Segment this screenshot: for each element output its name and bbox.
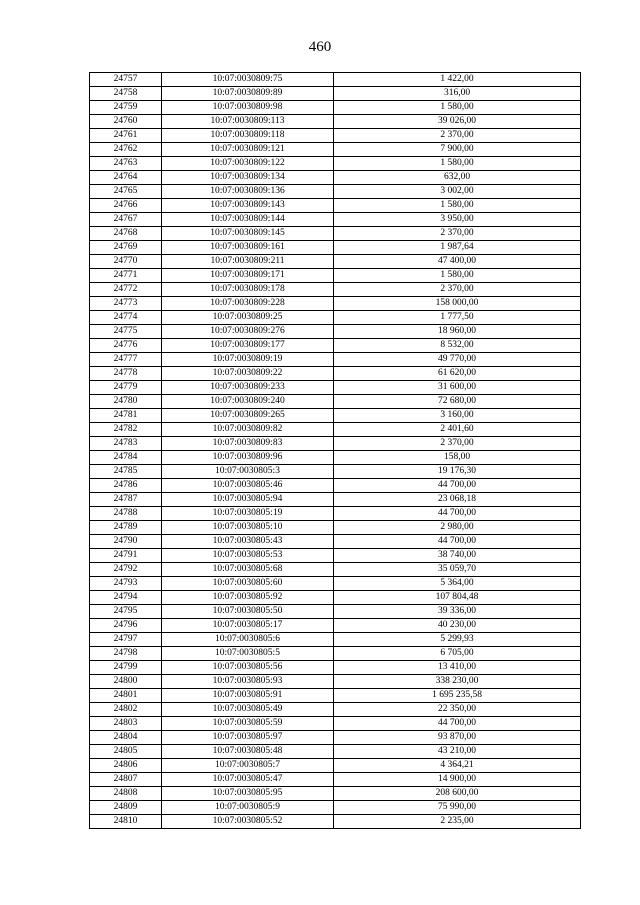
table-row bbox=[90, 269, 581, 283]
table-row bbox=[90, 465, 581, 479]
table-row bbox=[90, 759, 581, 773]
table-row bbox=[90, 143, 581, 157]
table-row bbox=[90, 619, 581, 633]
cadastral-number-cell: 10:07:0030809:276 bbox=[162, 325, 334, 339]
record-number-cell: 24808 bbox=[90, 787, 162, 801]
record-number-cell: 24772 bbox=[90, 283, 162, 297]
amount-cell: 22 350,00 bbox=[334, 703, 581, 717]
record-number-cell: 24798 bbox=[90, 647, 162, 661]
table-row bbox=[90, 633, 581, 647]
amount-cell: 5 364,00 bbox=[334, 577, 581, 591]
record-number-cell: 24757 bbox=[90, 73, 162, 87]
table-row bbox=[90, 73, 581, 87]
record-number-cell: 24794 bbox=[90, 591, 162, 605]
table-row bbox=[90, 563, 581, 577]
amount-cell: 49 770,00 bbox=[334, 353, 581, 367]
record-number-cell: 24775 bbox=[90, 325, 162, 339]
cadastral-number-cell: 10:07:0030809:143 bbox=[162, 199, 334, 213]
record-number-cell: 24766 bbox=[90, 199, 162, 213]
record-number-cell: 24807 bbox=[90, 773, 162, 787]
table-row bbox=[90, 283, 581, 297]
cadastral-number-cell: 10:07:0030805:50 bbox=[162, 605, 334, 619]
amount-cell: 44 700,00 bbox=[334, 479, 581, 493]
table-row bbox=[90, 325, 581, 339]
cadastral-number-cell: 10:07:0030805:93 bbox=[162, 675, 334, 689]
cadastral-number-cell: 10:07:0030805:17 bbox=[162, 619, 334, 633]
cadastral-number-cell: 10:07:0030809:121 bbox=[162, 143, 334, 157]
amount-cell: 44 700,00 bbox=[334, 507, 581, 521]
record-number-cell: 24791 bbox=[90, 549, 162, 563]
amount-cell: 1 695 235,58 bbox=[334, 689, 581, 703]
table-row bbox=[90, 87, 581, 101]
amount-cell: 47 400,00 bbox=[334, 255, 581, 269]
amount-cell: 5 299,93 bbox=[334, 633, 581, 647]
record-number-cell: 24763 bbox=[90, 157, 162, 171]
table-row bbox=[90, 381, 581, 395]
cadastral-number-cell: 10:07:0030809:118 bbox=[162, 129, 334, 143]
table-row bbox=[90, 227, 581, 241]
table-row bbox=[90, 717, 581, 731]
amount-cell: 4 364,21 bbox=[334, 759, 581, 773]
record-number-cell: 24777 bbox=[90, 353, 162, 367]
amount-cell: 7 900,00 bbox=[334, 143, 581, 157]
amount-cell: 61 620,00 bbox=[334, 367, 581, 381]
record-number-cell: 24762 bbox=[90, 143, 162, 157]
cadastral-number-cell: 10:07:0030805:3 bbox=[162, 465, 334, 479]
table-row bbox=[90, 647, 581, 661]
record-number-cell: 24760 bbox=[90, 115, 162, 129]
amount-cell: 14 900,00 bbox=[334, 773, 581, 787]
table-row bbox=[90, 339, 581, 353]
table-row bbox=[90, 745, 581, 759]
cadastral-number-cell: 10:07:0030805:92 bbox=[162, 591, 334, 605]
record-number-cell: 24783 bbox=[90, 437, 162, 451]
cadastral-number-cell: 10:07:0030809:265 bbox=[162, 409, 334, 423]
cadastral-number-cell: 10:07:0030809:89 bbox=[162, 87, 334, 101]
cadastral-number-cell: 10:07:0030809:228 bbox=[162, 297, 334, 311]
cadastral-number-cell: 10:07:0030805:6 bbox=[162, 633, 334, 647]
table-row bbox=[90, 255, 581, 269]
record-number-cell: 24804 bbox=[90, 731, 162, 745]
table-row bbox=[90, 703, 581, 717]
amount-cell: 1 580,00 bbox=[334, 199, 581, 213]
cadastral-number-cell: 10:07:0030809:240 bbox=[162, 395, 334, 409]
table-row bbox=[90, 591, 581, 605]
record-number-cell: 24774 bbox=[90, 311, 162, 325]
table-row bbox=[90, 605, 581, 619]
table-row bbox=[90, 507, 581, 521]
cadastral-number-cell: 10:07:0030809:177 bbox=[162, 339, 334, 353]
cadastral-number-cell: 10:07:0030809:161 bbox=[162, 241, 334, 255]
amount-cell: 2 980,00 bbox=[334, 521, 581, 535]
record-number-cell: 24802 bbox=[90, 703, 162, 717]
amount-cell: 43 210,00 bbox=[334, 745, 581, 759]
amount-cell: 1 580,00 bbox=[334, 101, 581, 115]
record-number-cell: 24790 bbox=[90, 535, 162, 549]
cadastral-number-cell: 10:07:0030805:9 bbox=[162, 801, 334, 815]
amount-cell: 2 235,00 bbox=[334, 815, 581, 829]
record-number-cell: 24771 bbox=[90, 269, 162, 283]
amount-cell: 8 532,00 bbox=[334, 339, 581, 353]
table-row bbox=[90, 521, 581, 535]
cadastral-number-cell: 10:07:0030805:19 bbox=[162, 507, 334, 521]
table-row bbox=[90, 675, 581, 689]
table-row bbox=[90, 773, 581, 787]
cadastral-number-cell: 10:07:0030805:47 bbox=[162, 773, 334, 787]
record-number-cell: 24773 bbox=[90, 297, 162, 311]
record-number-cell: 24758 bbox=[90, 87, 162, 101]
cadastral-number-cell: 10:07:0030809:22 bbox=[162, 367, 334, 381]
table-row bbox=[90, 535, 581, 549]
record-number-cell: 24795 bbox=[90, 605, 162, 619]
amount-cell: 3 950,00 bbox=[334, 213, 581, 227]
table-row bbox=[90, 213, 581, 227]
table-row bbox=[90, 395, 581, 409]
records-table bbox=[89, 72, 581, 829]
record-number-cell: 24770 bbox=[90, 255, 162, 269]
amount-cell: 1 422,00 bbox=[334, 73, 581, 87]
cadastral-number-cell: 10:07:0030809:75 bbox=[162, 73, 334, 87]
cadastral-number-cell: 10:07:0030809:178 bbox=[162, 283, 334, 297]
cadastral-number-cell: 10:07:0030809:19 bbox=[162, 353, 334, 367]
table-row bbox=[90, 689, 581, 703]
table-row bbox=[90, 297, 581, 311]
table-row bbox=[90, 199, 581, 213]
table-row bbox=[90, 549, 581, 563]
table-row bbox=[90, 353, 581, 367]
cadastral-number-cell: 10:07:0030805:56 bbox=[162, 661, 334, 675]
record-number-cell: 24768 bbox=[90, 227, 162, 241]
amount-cell: 93 870,00 bbox=[334, 731, 581, 745]
cadastral-number-cell: 10:07:0030805:53 bbox=[162, 549, 334, 563]
table-row bbox=[90, 731, 581, 745]
amount-cell: 158,00 bbox=[334, 451, 581, 465]
record-number-cell: 24765 bbox=[90, 185, 162, 199]
table-row bbox=[90, 367, 581, 381]
table-row bbox=[90, 787, 581, 801]
record-number-cell: 24792 bbox=[90, 563, 162, 577]
amount-cell: 75 990,00 bbox=[334, 801, 581, 815]
record-number-cell: 24776 bbox=[90, 339, 162, 353]
cadastral-number-cell: 10:07:0030809:113 bbox=[162, 115, 334, 129]
record-number-cell: 24796 bbox=[90, 619, 162, 633]
record-number-cell: 24779 bbox=[90, 381, 162, 395]
table-row bbox=[90, 493, 581, 507]
cadastral-number-cell: 10:07:0030809:136 bbox=[162, 185, 334, 199]
table-row bbox=[90, 451, 581, 465]
cadastral-number-cell: 10:07:0030809:134 bbox=[162, 171, 334, 185]
record-number-cell: 24784 bbox=[90, 451, 162, 465]
amount-cell: 158 000,00 bbox=[334, 297, 581, 311]
amount-cell: 1 777,50 bbox=[334, 311, 581, 325]
cadastral-number-cell: 10:07:0030805:95 bbox=[162, 787, 334, 801]
amount-cell: 338 230,00 bbox=[334, 675, 581, 689]
amount-cell: 2 370,00 bbox=[334, 283, 581, 297]
cadastral-number-cell: 10:07:0030809:145 bbox=[162, 227, 334, 241]
record-number-cell: 24810 bbox=[90, 815, 162, 829]
amount-cell: 35 059,70 bbox=[334, 563, 581, 577]
table-row bbox=[90, 311, 581, 325]
record-number-cell: 24803 bbox=[90, 717, 162, 731]
record-number-cell: 24788 bbox=[90, 507, 162, 521]
table-row bbox=[90, 801, 581, 815]
amount-cell: 2 401,60 bbox=[334, 423, 581, 437]
record-number-cell: 24786 bbox=[90, 479, 162, 493]
cadastral-number-cell: 10:07:0030809:83 bbox=[162, 437, 334, 451]
amount-cell: 39 026,00 bbox=[334, 115, 581, 129]
table-row bbox=[90, 409, 581, 423]
cadastral-number-cell: 10:07:0030809:98 bbox=[162, 101, 334, 115]
record-number-cell: 24764 bbox=[90, 171, 162, 185]
cadastral-number-cell: 10:07:0030809:211 bbox=[162, 255, 334, 269]
amount-cell: 2 370,00 bbox=[334, 437, 581, 451]
amount-cell: 44 700,00 bbox=[334, 717, 581, 731]
cadastral-number-cell: 10:07:0030809:171 bbox=[162, 269, 334, 283]
amount-cell: 2 370,00 bbox=[334, 129, 581, 143]
cadastral-number-cell: 10:07:0030805:52 bbox=[162, 815, 334, 829]
table-row bbox=[90, 577, 581, 591]
table-row bbox=[90, 129, 581, 143]
amount-cell: 3 160,00 bbox=[334, 409, 581, 423]
amount-cell: 107 804,48 bbox=[334, 591, 581, 605]
record-number-cell: 24782 bbox=[90, 423, 162, 437]
cadastral-number-cell: 10:07:0030805:97 bbox=[162, 731, 334, 745]
cadastral-number-cell: 10:07:0030809:122 bbox=[162, 157, 334, 171]
record-number-cell: 24793 bbox=[90, 577, 162, 591]
amount-cell: 23 068,18 bbox=[334, 493, 581, 507]
table-row bbox=[90, 101, 581, 115]
table-row bbox=[90, 437, 581, 451]
table-row bbox=[90, 185, 581, 199]
amount-cell: 2 370,00 bbox=[334, 227, 581, 241]
cadastral-number-cell: 10:07:0030805:60 bbox=[162, 577, 334, 591]
amount-cell: 1 580,00 bbox=[334, 157, 581, 171]
amount-cell: 3 002,00 bbox=[334, 185, 581, 199]
cadastral-number-cell: 10:07:0030805:91 bbox=[162, 689, 334, 703]
table-row bbox=[90, 157, 581, 171]
record-number-cell: 24805 bbox=[90, 745, 162, 759]
amount-cell: 13 410,00 bbox=[334, 661, 581, 675]
amount-cell: 6 705,00 bbox=[334, 647, 581, 661]
record-number-cell: 24781 bbox=[90, 409, 162, 423]
record-number-cell: 24787 bbox=[90, 493, 162, 507]
record-number-cell: 24761 bbox=[90, 129, 162, 143]
record-number-cell: 24797 bbox=[90, 633, 162, 647]
amount-cell: 39 336,00 bbox=[334, 605, 581, 619]
record-number-cell: 24800 bbox=[90, 675, 162, 689]
amount-cell: 1 580,00 bbox=[334, 269, 581, 283]
amount-cell: 18 960,00 bbox=[334, 325, 581, 339]
record-number-cell: 24759 bbox=[90, 101, 162, 115]
record-number-cell: 24769 bbox=[90, 241, 162, 255]
amount-cell: 316,00 bbox=[334, 87, 581, 101]
record-number-cell: 24809 bbox=[90, 801, 162, 815]
record-number-cell: 24767 bbox=[90, 213, 162, 227]
page-number: 460 bbox=[308, 39, 332, 55]
amount-cell: 38 740,00 bbox=[334, 549, 581, 563]
cadastral-number-cell: 10:07:0030805:48 bbox=[162, 745, 334, 759]
record-number-cell: 24801 bbox=[90, 689, 162, 703]
table-row bbox=[90, 815, 581, 829]
table-row bbox=[90, 171, 581, 185]
table-row bbox=[90, 115, 581, 129]
cadastral-number-cell: 10:07:0030805:7 bbox=[162, 759, 334, 773]
cadastral-number-cell: 10:07:0030805:94 bbox=[162, 493, 334, 507]
amount-cell: 44 700,00 bbox=[334, 535, 581, 549]
record-number-cell: 24789 bbox=[90, 521, 162, 535]
table-row bbox=[90, 241, 581, 255]
table-row bbox=[90, 661, 581, 675]
amount-cell: 31 600,00 bbox=[334, 381, 581, 395]
cadastral-number-cell: 10:07:0030805:5 bbox=[162, 647, 334, 661]
record-number-cell: 24785 bbox=[90, 465, 162, 479]
record-number-cell: 24806 bbox=[90, 759, 162, 773]
record-number-cell: 24778 bbox=[90, 367, 162, 381]
record-number-cell: 24780 bbox=[90, 395, 162, 409]
cadastral-number-cell: 10:07:0030809:233 bbox=[162, 381, 334, 395]
cadastral-number-cell: 10:07:0030805:46 bbox=[162, 479, 334, 493]
record-number-cell: 24799 bbox=[90, 661, 162, 675]
cadastral-number-cell: 10:07:0030809:25 bbox=[162, 311, 334, 325]
amount-cell: 208 600,00 bbox=[334, 787, 581, 801]
cadastral-number-cell: 10:07:0030809:96 bbox=[162, 451, 334, 465]
cadastral-number-cell: 10:07:0030805:43 bbox=[162, 535, 334, 549]
amount-cell: 72 680,00 bbox=[334, 395, 581, 409]
cadastral-number-cell: 10:07:0030805:59 bbox=[162, 717, 334, 731]
cadastral-number-cell: 10:07:0030805:10 bbox=[162, 521, 334, 535]
table-row bbox=[90, 423, 581, 437]
amount-cell: 40 230,00 bbox=[334, 619, 581, 633]
cadastral-number-cell: 10:07:0030809:144 bbox=[162, 213, 334, 227]
records-table-body bbox=[90, 73, 581, 829]
cadastral-number-cell: 10:07:0030805:68 bbox=[162, 563, 334, 577]
amount-cell: 632,00 bbox=[334, 171, 581, 185]
amount-cell: 1 987,64 bbox=[334, 241, 581, 255]
amount-cell: 19 176,30 bbox=[334, 465, 581, 479]
table-row bbox=[90, 479, 581, 493]
cadastral-number-cell: 10:07:0030805:49 bbox=[162, 703, 334, 717]
cadastral-number-cell: 10:07:0030809:82 bbox=[162, 423, 334, 437]
